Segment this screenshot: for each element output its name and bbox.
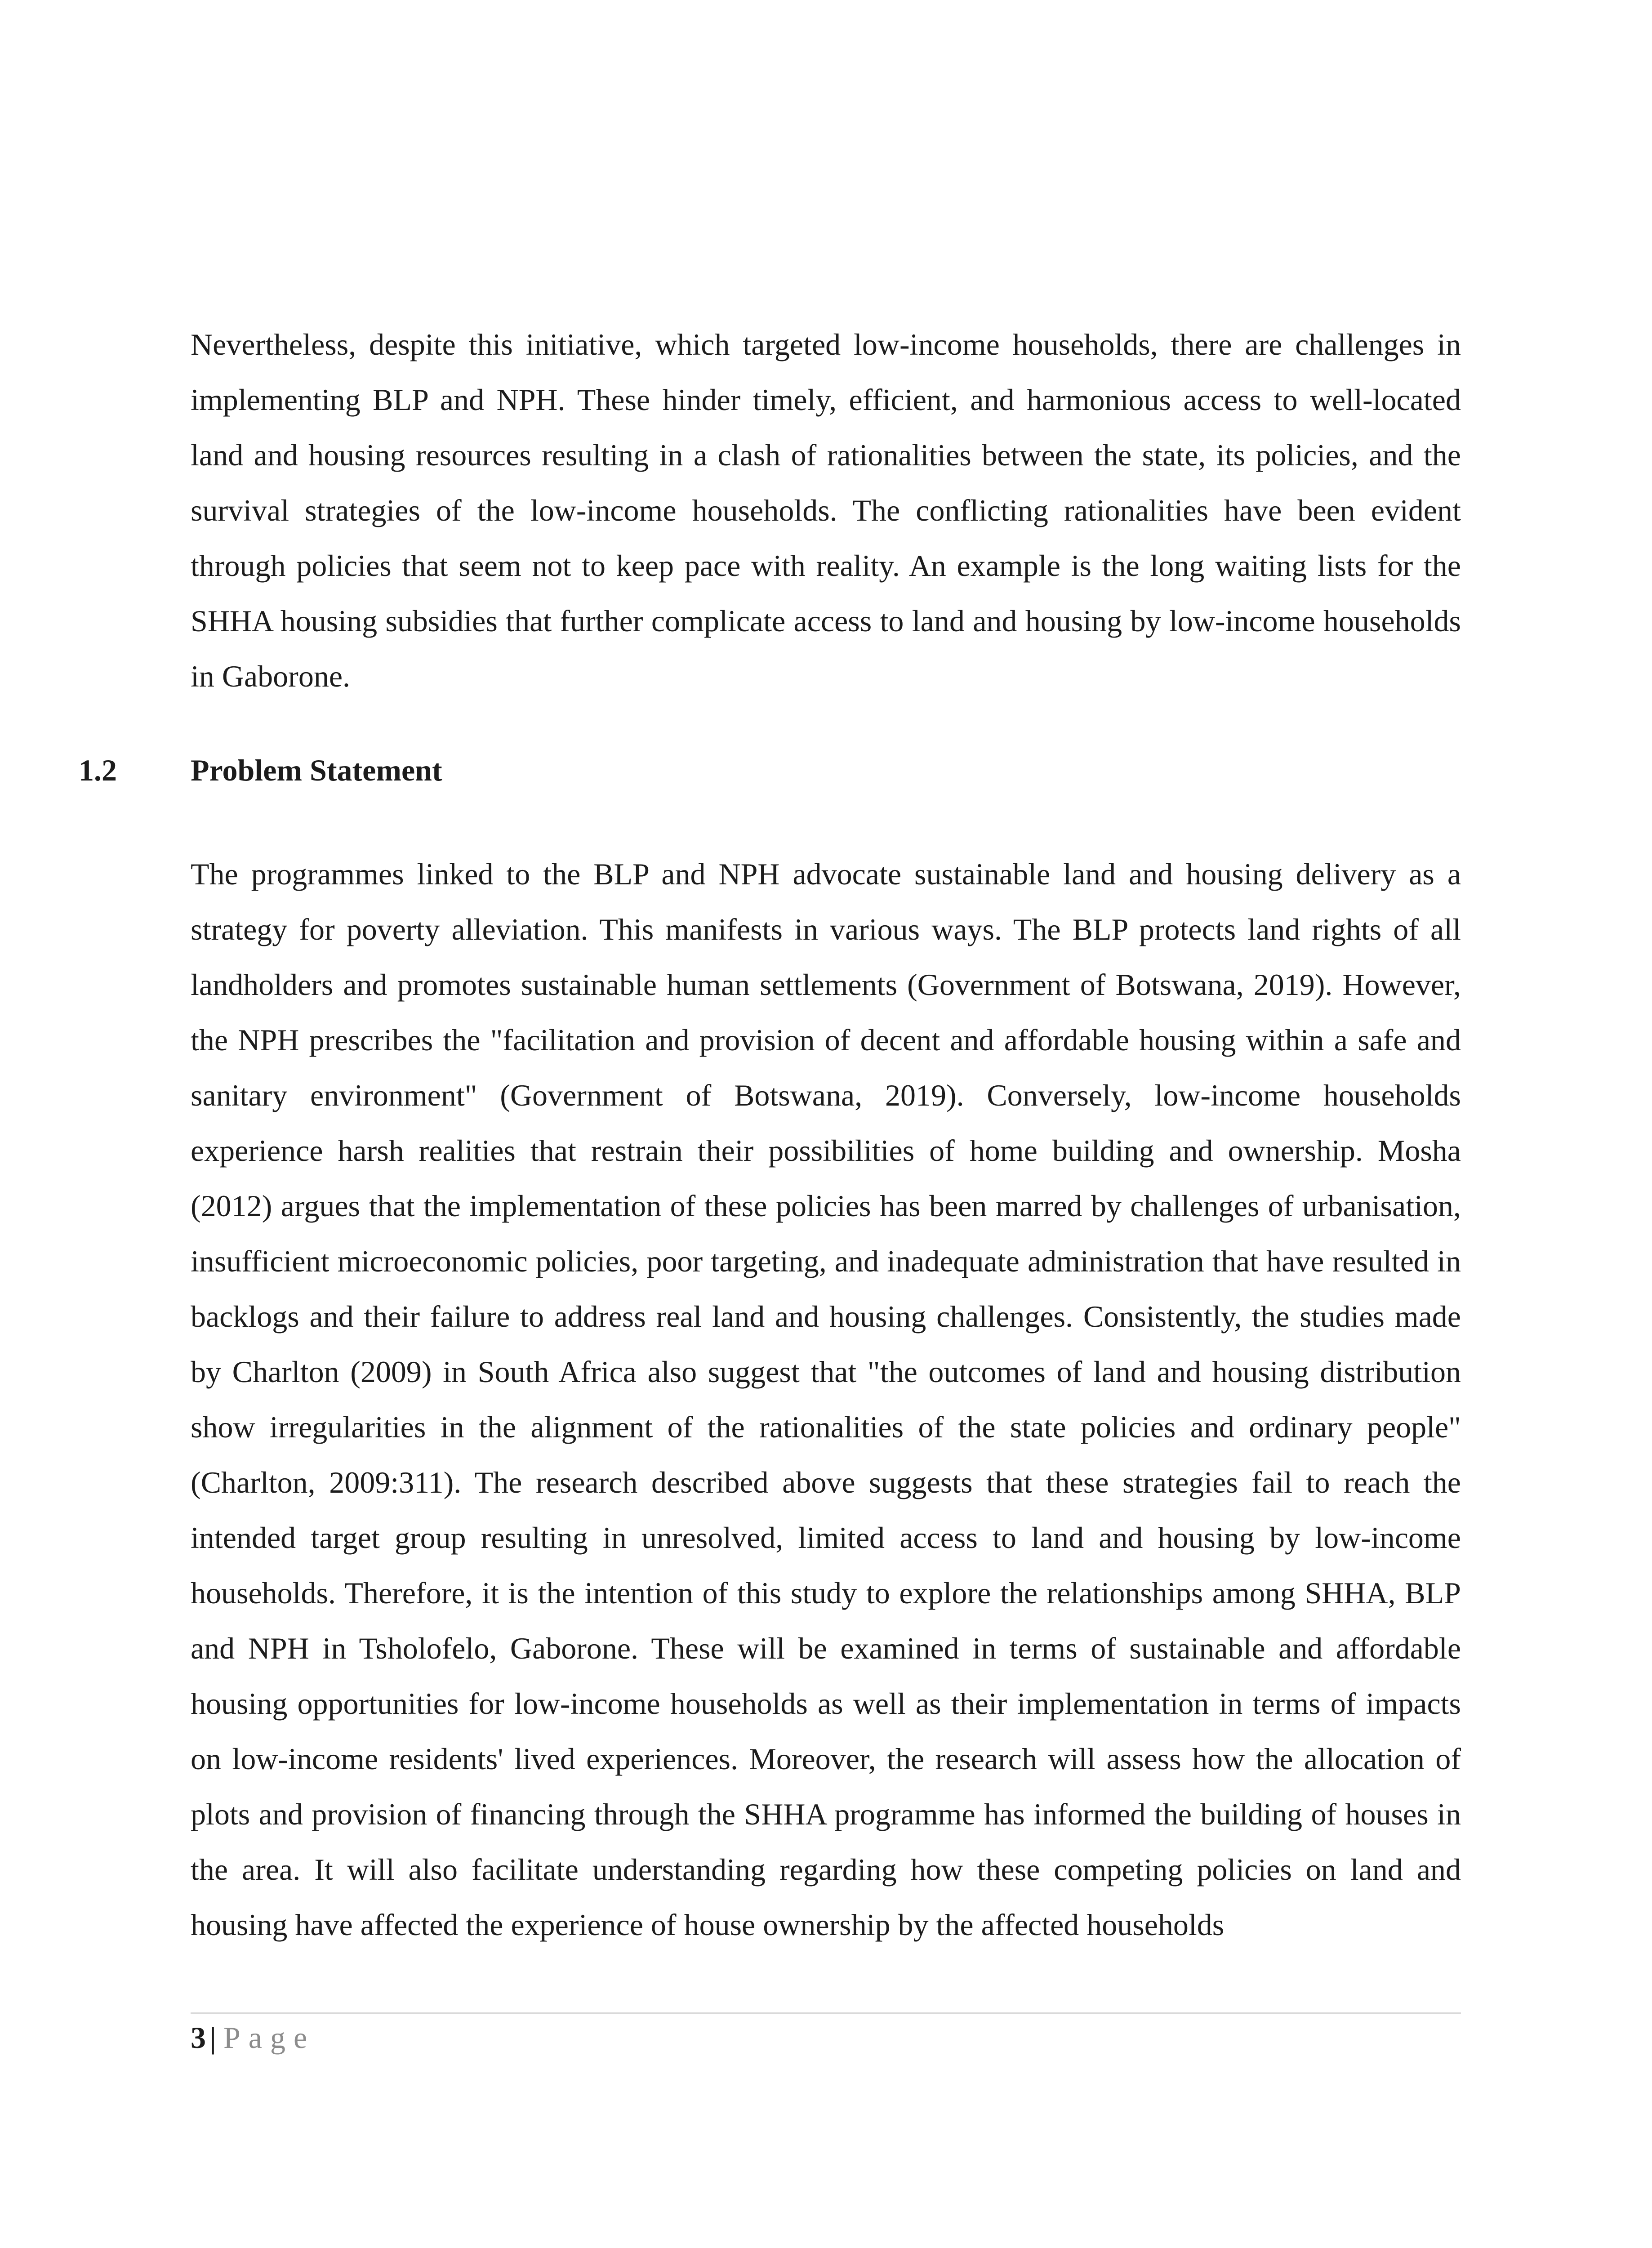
intro-paragraph: Nevertheless, despite this initiative, which targeted low-income households, there are challenges in implementing BLP and NPH. These hinder timely, efficient, and harmonious access to well-located land and housing resources resulting in a clash of rationalities between the state, its policies, and the survival strategies of the low-income households. The conflicting rationalities have been evident through policies that seem not to keep pace with reality. An example is the long waiting lists for the SHHA housing subsidies that further complicate access to land and housing by low-income households in Gaborone. (191, 327, 1461, 693)
section-title: Problem Statement (191, 753, 442, 787)
footer-separator: | (209, 2021, 216, 2055)
page-label: Page (223, 2021, 316, 2055)
problem-statement-paragraph: The programmes linked to the BLP and NPH advocate sustainable land and housing delivery as a strategy for poverty alleviation. This manifests in various ways. The BLP protects land rights of all landholders and promotes sustainable human settlements (Government of Botswana, 2019). However, the NPH prescribes the "facilitation and provision of decent and affordable housing within a safe and sanitary environment" (Government of Botswana, 2019). Conversely, low-income households experience harsh realities that restrain their possibilities of home building and ownership. Mosha (2012) argues that the implementation of these policies has been marred by challenges of urbanisation, insufficient microeconomic policies, poor targeting, and inadequate administration that have resulted in backlogs and their failure to address real land and housing challenges. Consistently, the studies made by Charlton (2009) in South Africa also suggest that "the outcomes of land and housing distribution show irregularities in the alignment of the rationalities of the state policies and ordinary people" (Charlton, 2009:311). The research described above suggests that these strategies fail to reach the intended target group resulting in unresolved, limited access to land and housing by low-income households. Therefore, it is the intention of this study to explore the relationships among SHHA, BLP and NPH in Tsholofelo, Gaborone. These will be examined in terms of sustainable and affordable housing opportunities for low-income households as well as their implementation in terms of impacts on low-income residents' lived experiences. Moreover, the research will assess how the allocation of plots and provision of financing through the SHHA programme has informed the building of houses in the area. It will also facilitate understanding regarding how these competing policies on land and housing have affected the experience of house ownership by the affected households (191, 857, 1461, 1942)
section-number: 1.2 (79, 753, 117, 787)
footer-divider (191, 2012, 1461, 2014)
page-number: 3 (191, 2021, 206, 2055)
section-heading (79, 743, 1472, 798)
page-footer (191, 2015, 315, 2060)
